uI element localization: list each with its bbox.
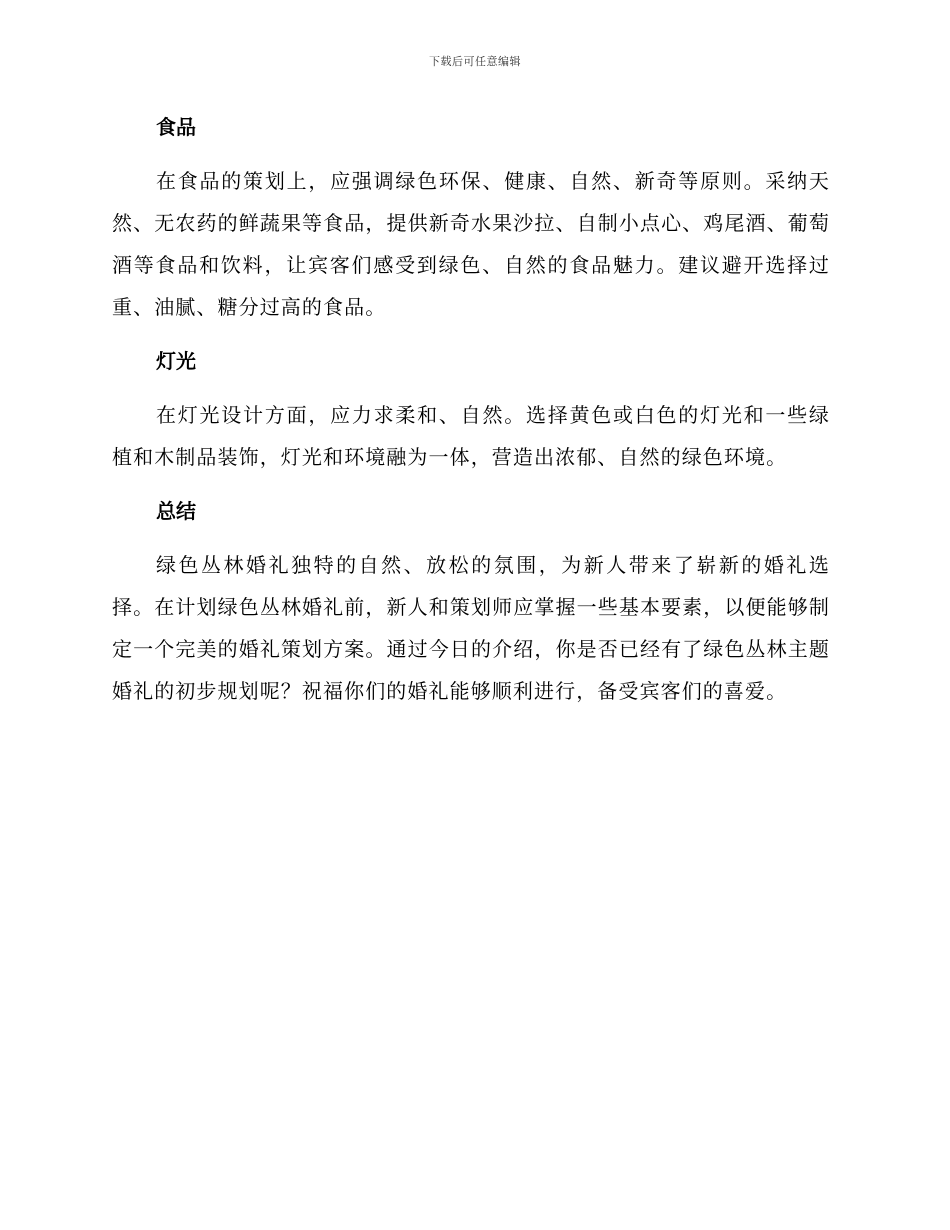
section-food xyxy=(112,108,830,328)
section-paragraph-lighting: 在灯光设计方面，应力求柔和、自然。选择黄色或白色的灯光和一些绿植和木制品装饰，灯光和环境融为一体，营造出浓郁、自然的绿色环境。 xyxy=(112,403,830,469)
section-heading-summary: 总结 xyxy=(156,499,196,523)
section-heading-food: 食品 xyxy=(156,115,196,139)
section-summary xyxy=(112,492,830,712)
section-heading-lighting: 灯光 xyxy=(156,349,196,373)
document-body xyxy=(112,108,830,726)
section-lighting xyxy=(112,342,830,478)
header-note: 下载后可任意编辑 xyxy=(429,55,521,68)
section-paragraph-food: 在食品的策划上，应强调绿色环保、健康、自然、新奇等原则。采纳天然、无农药的鲜蔬果等食品，提供新奇水果沙拉、自制小点心、鸡尾酒、葡萄酒等食品和饮料，让宾客们感受到绿色、自然的食品魅力。建议避开选择过重、油腻、糖分过高的食品。 xyxy=(112,169,830,319)
section-paragraph-summary: 绿色丛林婚礼独特的自然、放松的氛围，为新人带来了崭新的婚礼选择。在计划绿色丛林婚礼前，新人和策划师应掌握一些基本要素，以便能够制定一个完美的婚礼策划方案。通过今日的介绍，你是否已经有了绿色丛林主题婚礼的初步规划呢？祝福你们的婚礼能够顺利进行，备受宾客们的喜爱。 xyxy=(112,553,830,703)
